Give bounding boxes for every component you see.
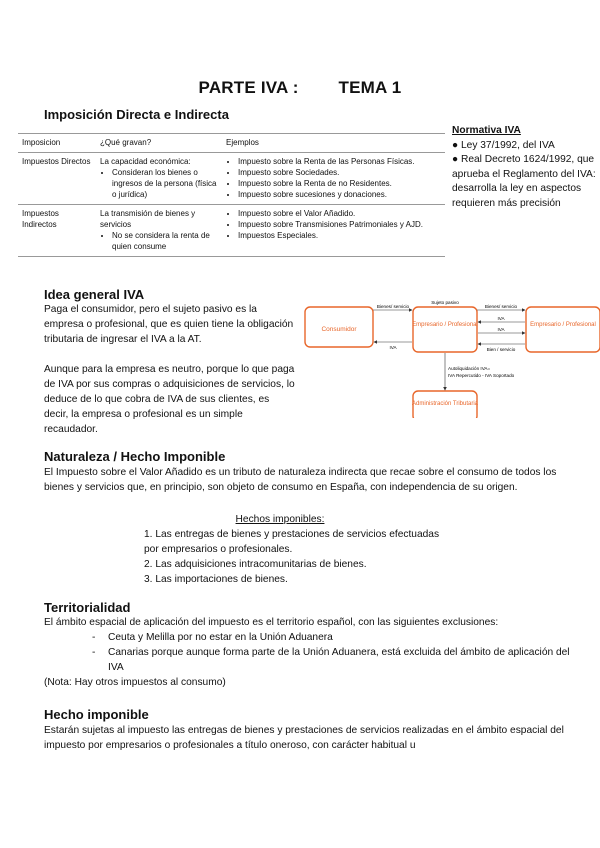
title-topic: TEMA 1 [338, 78, 402, 97]
section-heading-hecho: Hecho imponible [44, 707, 149, 722]
table-header-cell: ¿Qué gravan? [96, 134, 222, 153]
title-part: PARTE IVA : [198, 78, 299, 97]
normativa-item: ● Real Decreto 1624/1992, que aprueba el Reglamento del IVA: desarrolla la ley en aspectos requieren más precisión [452, 154, 596, 209]
label-goods-2: Bienes/ servicio [484, 304, 518, 309]
normativa-box [452, 124, 597, 211]
normativa-title: Normativa IVA [452, 125, 521, 136]
what-text: La capacidad económica: [100, 157, 191, 166]
list-item: • Impuesto sobre la Renta de no Residentes. [238, 178, 441, 189]
list-item: 1. Las entregas de bienes y prestaciones de servicios efectuadas [144, 529, 440, 540]
company2-label: Empresario / Profesional [530, 322, 596, 328]
examples-list [226, 156, 441, 200]
idea-paragraph-2: Aunque para la empresa es neutro, porque lo que paga de IVA por sus compras o adquisiciones de servicios, lo deduce de lo que cobra de IVA de sus clientes, es decir, la empresa o profesional es un simple recaudador. [44, 364, 295, 435]
table-header-row [18, 134, 445, 153]
list-item: 3. Las importaciones de bienes. [144, 574, 288, 585]
table-cell-label: Impuestos Directos [18, 153, 96, 205]
territorialidad-item: Ceuta y Melilla por no estar en la Unión Aduanera [108, 632, 333, 643]
list-item: • Impuesto sobre Sociedades. [238, 167, 441, 178]
list-item: por empresarios o profesionales. [144, 544, 293, 555]
section-heading-imposicion: Imposición Directa e Indirecta [44, 107, 229, 122]
dash-bullet: - [92, 647, 96, 658]
table-header-cell: Imposicion [18, 134, 96, 153]
what-list [100, 167, 218, 200]
territorialidad-note: (Nota: Hay otros impuestos al consumo) [44, 677, 226, 688]
list-item: • Impuesto sobre la Renta de las Personas Físicas. [238, 156, 441, 167]
territorialidad-item: Canarias porque aunque forma parte de la Unión Aduanera, está excluida del ámbito de aplicación del IVA [108, 647, 570, 673]
examples-list [226, 208, 441, 241]
what-text: La transmisión de bienes y servicios [100, 209, 196, 229]
list-item: • Impuesto sobre Transmisiones Patrimoniales y AJD. [238, 219, 441, 230]
label-self-assessment: Autoliquidación IVA= [448, 366, 491, 371]
iva-flow-diagram [303, 296, 600, 418]
label-goods-3: Bien / servicio [486, 347, 516, 352]
table-row [18, 153, 445, 205]
table-cell-examples [222, 205, 445, 257]
list-item: • Impuesto sobre sucesiones y donaciones. [238, 189, 441, 200]
hecho-text: Estarán sujetas al impuesto las entregas de bienes y prestaciones de servicios realizadas en el ámbito espacial del impuesto por empresarios o profesionales a título oneroso, con carácter habitual u [44, 725, 564, 751]
company-label: Empresario / Profesional [412, 322, 478, 328]
hechos-imponibles-list [144, 527, 464, 587]
table-row [18, 205, 445, 257]
list-item: • Consideran los bienes o ingresos de la persona (física o jurídica) [112, 167, 218, 200]
label-goods-1: Bienes/ servicio [376, 304, 410, 309]
label-iva-2: IVA [497, 316, 505, 321]
idea-paragraph-1: Paga el consumidor, pero el sujeto pasivo es la empresa o profesional, que es quien tiene la obligación tributaria de ingresar el IVA a la AT. [44, 304, 294, 345]
label-subject: Sujeto pasivo [431, 300, 459, 305]
page-title [0, 78, 600, 98]
section-heading-territorialidad: Territorialidad [44, 600, 131, 615]
list-item: • No se considera la renta de quien consume [112, 230, 218, 252]
consumer-label: Consumidor [321, 326, 357, 333]
table-header-cell: Ejemplos [222, 134, 445, 153]
company-box [413, 307, 477, 352]
normativa-item: ● Ley 37/1992, del IVA [452, 139, 555, 151]
table-cell-label: Impuestos Indirectos [18, 205, 96, 257]
section-heading-idea: Idea general IVA [44, 287, 145, 302]
table-cell-what [96, 205, 222, 257]
dash-bullet: - [92, 632, 96, 643]
label-self-assessment-formula: IVA Repercutido - IVA Soportado [448, 373, 515, 378]
imposition-table [18, 133, 445, 257]
company2-box [526, 307, 600, 352]
table-cell-examples [222, 153, 445, 205]
label-iva-3: IVA [497, 327, 505, 332]
list-item: 2. Las adquisiciones intracomunitarias de bienes. [144, 559, 367, 570]
territorialidad-text: El ámbito espacial de aplicación del impuesto es el territorio español, con las siguientes exclusiones: [44, 617, 499, 628]
list-item: • Impuestos Especiales. [238, 230, 441, 241]
table-cell-what [96, 153, 222, 205]
naturaleza-text: El Impuesto sobre el Valor Añadido es un tributo de naturaleza indirecta que recae sobre el consumo de todos los bienes y servicios que, en principio, son objeto de consumo en España, con independencia de su origen. [44, 467, 557, 493]
section-heading-naturaleza: Naturaleza / Hecho Imponible [44, 449, 226, 464]
hechos-imponibles-title: Hechos imponibles: [235, 514, 325, 525]
what-list [100, 230, 218, 252]
admin-label: Administración Tributaria [411, 401, 479, 407]
list-item: • Impuesto sobre el Valor Añadido. [238, 208, 441, 219]
label-iva-1: IVA [389, 345, 397, 350]
